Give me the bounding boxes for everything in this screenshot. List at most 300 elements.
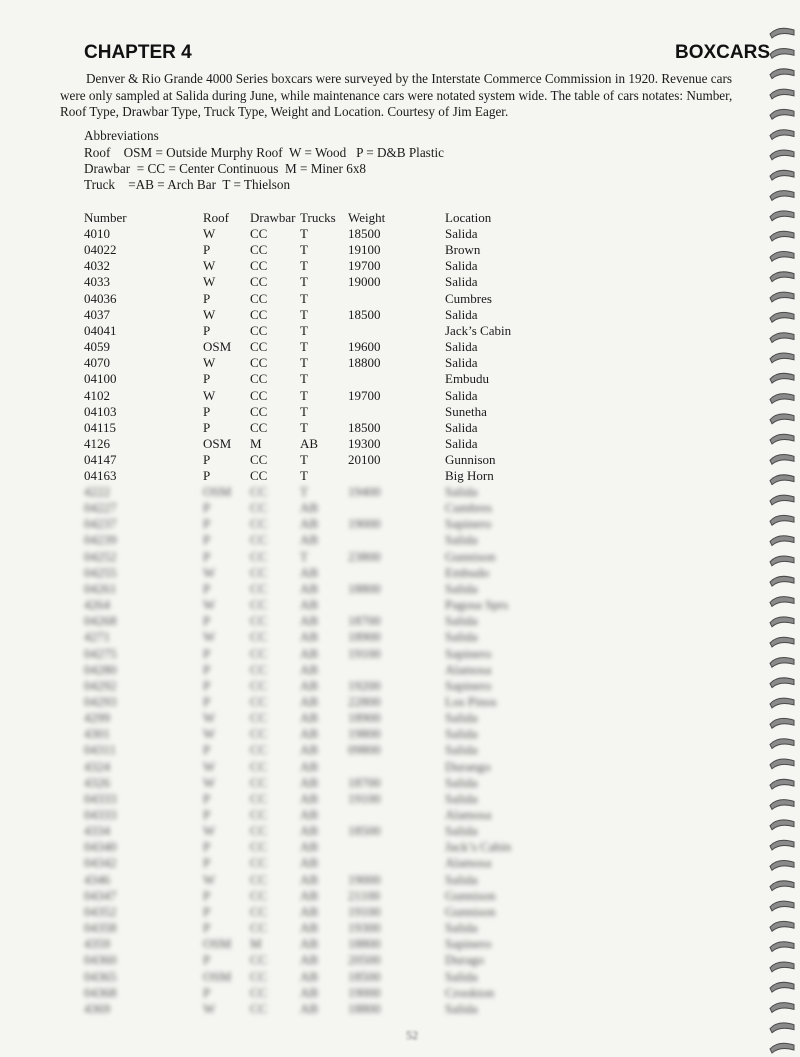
cell-trucks: AB — [300, 920, 319, 936]
cell-number: 04333 — [84, 807, 117, 822]
cell-number: 04036 — [84, 290, 117, 306]
cell-weight: 18800 — [348, 580, 381, 596]
cell-number: 04022 — [84, 242, 117, 258]
cell-roof: W — [203, 306, 216, 322]
intro-paragraph: Denver & Rio Grande 4000 Series boxcars were surveyed by the Interstate Commerce Commission in 1920. Revenue cars were only sampled at Salida during June, while maintenance cars were notated system wide. The table of cars notates: Number, Roof Type, Drawbar Type, Truck Type, Weight and Location. Courtesy of Jim Eager. — [60, 71, 733, 119]
cell-trucks: AB — [300, 726, 319, 742]
spiral-coil — [770, 820, 794, 830]
cell-trucks: AB — [300, 1000, 319, 1016]
cell-number: 4059 — [84, 339, 110, 355]
spiral-coil — [770, 921, 794, 931]
cell-number: 4271 — [84, 629, 110, 645]
cell-number: 04342 — [84, 855, 117, 871]
cell-trucks: AB — [300, 564, 319, 580]
cell-roof: OSM — [203, 339, 232, 355]
cell-location: Durango — [445, 758, 491, 774]
cell-number: 4334 — [84, 823, 110, 839]
cell-number: 04293 — [84, 693, 117, 709]
table-row — [0, 291, 800, 307]
cell-location: Salida — [445, 774, 478, 790]
spiral-coil — [770, 779, 794, 789]
cell-weight: 19000 — [348, 871, 381, 887]
cell-trucks: AB — [300, 516, 319, 532]
cell-location: Salida — [445, 710, 478, 726]
cell-number: 04268 — [84, 613, 117, 629]
cell-trucks: AB — [300, 968, 319, 984]
cell-number: 04352 — [84, 903, 117, 919]
abbreviation-drawbar: Drawbar = CC = Center Continuous M = Miner 6x8 — [84, 161, 367, 176]
spiral-coil — [770, 576, 794, 586]
cell-location: Salida — [445, 435, 478, 451]
cell-drawbar: CC — [250, 661, 268, 677]
abbreviations-title: Abbreviations — [84, 128, 159, 143]
cell-location: Salida — [445, 920, 478, 936]
cell-number: 04261 — [84, 580, 117, 596]
cell-number: 04358 — [84, 920, 117, 936]
spiral-coil — [770, 414, 794, 424]
table-header-row — [0, 210, 800, 226]
cell-location: Alamosa — [445, 855, 492, 871]
cell-number: 04365 — [84, 968, 117, 984]
cell-location: Embudu — [445, 371, 490, 387]
table-row — [0, 532, 800, 548]
cell-drawbar: CC — [250, 500, 268, 516]
cell-roof: W — [203, 564, 216, 580]
cell-weight: 19700 — [348, 387, 381, 403]
cell-roof: OSM — [203, 435, 232, 451]
cell-drawbar: CC — [250, 693, 268, 709]
table-row — [0, 484, 800, 500]
cell-location: Sapinero — [445, 645, 492, 661]
cell-trucks: AB — [300, 677, 319, 693]
cell-roof: W — [203, 258, 216, 274]
cell-drawbar: CC — [250, 1000, 268, 1016]
cell-trucks: T — [300, 226, 308, 241]
cell-trucks: AB — [300, 435, 319, 451]
spiral-coil — [770, 333, 794, 343]
spiral-coil — [770, 982, 794, 992]
cell-number: 4359 — [84, 936, 110, 952]
cell-number: 4102 — [84, 387, 110, 403]
cell-drawbar: CC — [250, 758, 268, 774]
cell-location: Salida — [445, 726, 478, 742]
table-row — [0, 420, 800, 436]
cell-trucks: AB — [300, 839, 319, 855]
cell-weight: 18900 — [348, 710, 381, 726]
cell-number: 04360 — [84, 952, 117, 968]
spiral-coil — [770, 617, 794, 627]
cell-location: Pagosa Sprs — [445, 597, 509, 613]
cell-drawbar: CC — [250, 419, 268, 435]
cell-roof: OSM — [203, 968, 232, 984]
cell-location: Salida — [445, 387, 478, 403]
spiral-coil — [770, 1043, 794, 1053]
cell-location: Salida — [445, 790, 478, 806]
cell-roof: P — [203, 548, 211, 564]
spiral-coil — [770, 312, 794, 322]
cell-roof: W — [203, 226, 216, 241]
table-row — [0, 1001, 800, 1017]
cell-roof: P — [203, 952, 211, 968]
cell-roof: W — [203, 710, 216, 726]
cell-number: 04333 — [84, 790, 117, 806]
cell-roof: P — [203, 693, 211, 709]
cell-number: 4301 — [84, 726, 110, 742]
cell-location: Salida — [445, 580, 478, 596]
cell-roof: OSM — [203, 484, 232, 499]
cell-trucks: T — [300, 355, 308, 371]
table-row — [0, 920, 800, 936]
cell-drawbar: CC — [250, 306, 268, 322]
cell-weight: 18800 — [348, 1000, 381, 1016]
cell-trucks: AB — [300, 758, 319, 774]
cell-trucks: AB — [300, 823, 319, 839]
spiral-coil — [770, 739, 794, 749]
cell-roof: P — [203, 242, 211, 258]
spiral-coil — [770, 150, 794, 160]
spiral-coil — [770, 637, 794, 647]
cell-roof: P — [203, 920, 211, 936]
column-header-roof: Roof — [203, 210, 229, 225]
cell-roof: W — [203, 629, 216, 645]
spiral-coil — [770, 394, 794, 404]
cell-weight: 18500 — [348, 823, 381, 839]
cell-roof: P — [203, 468, 211, 484]
spiral-coil — [770, 1003, 794, 1013]
cell-trucks: T — [300, 484, 308, 499]
cell-weight: 18700 — [348, 774, 381, 790]
cell-weight: 18500 — [348, 419, 381, 435]
cell-drawbar: CC — [250, 790, 268, 806]
table-row — [0, 710, 800, 726]
cell-drawbar: CC — [250, 597, 268, 613]
cell-number: 4369 — [84, 1000, 110, 1016]
cell-drawbar: CC — [250, 371, 268, 387]
cell-drawbar: CC — [250, 855, 268, 871]
table-row — [0, 775, 800, 791]
cell-location: Durago — [445, 952, 484, 968]
cell-trucks: AB — [300, 903, 319, 919]
cell-number: 4264 — [84, 597, 110, 613]
spiral-coil — [770, 109, 794, 119]
column-header-drawbar: Drawbar — [250, 210, 296, 225]
cell-number: 04252 — [84, 548, 117, 564]
cell-weight: 20500 — [348, 952, 381, 968]
cell-location: Sapinero — [445, 677, 492, 693]
column-header-weight: Weight — [348, 210, 386, 225]
cell-roof: W — [203, 274, 216, 290]
table-row — [0, 355, 800, 371]
spiral-coil — [770, 536, 794, 546]
cell-drawbar: CC — [250, 516, 268, 532]
cell-weight: 19100 — [348, 790, 381, 806]
cell-weight: 19000 — [348, 274, 381, 290]
spiral-coil — [770, 455, 794, 465]
cell-roof: P — [203, 984, 211, 1000]
cell-location: Big Horn — [445, 468, 494, 484]
cell-drawbar: CC — [250, 823, 268, 839]
cell-location: Embudo — [445, 564, 490, 580]
cell-drawbar: CC — [250, 387, 268, 403]
cell-number: 4033 — [84, 274, 110, 290]
cell-trucks: AB — [300, 774, 319, 790]
spiral-coil — [770, 597, 794, 607]
spiral-coil — [770, 861, 794, 871]
cell-drawbar: CC — [250, 984, 268, 1000]
cell-trucks: T — [300, 387, 308, 403]
table-row — [0, 726, 800, 742]
cell-trucks: T — [300, 274, 308, 290]
table-row — [0, 985, 800, 1001]
cell-roof: P — [203, 677, 211, 693]
table-row — [0, 807, 800, 823]
cell-weight: 19200 — [348, 677, 381, 693]
cell-location: Salida — [445, 968, 478, 984]
cell-drawbar: CC — [250, 355, 268, 371]
spiral-coil — [770, 881, 794, 891]
table-row — [0, 742, 800, 758]
table-row — [0, 646, 800, 662]
cell-drawbar: CC — [250, 452, 268, 468]
cell-number: 4037 — [84, 306, 110, 322]
cell-drawbar: CC — [250, 258, 268, 274]
cell-number: 4070 — [84, 355, 110, 371]
cell-number: 04292 — [84, 677, 117, 693]
spiral-coil — [770, 373, 794, 383]
cell-trucks: T — [300, 452, 308, 468]
cell-location: Gunnison — [445, 887, 496, 903]
cell-location: Salida — [445, 355, 478, 371]
cell-drawbar: CC — [250, 580, 268, 596]
cell-location: Alamosa — [445, 661, 492, 677]
table-row — [0, 904, 800, 920]
table-row — [0, 371, 800, 387]
cell-weight: 19300 — [348, 920, 381, 936]
cell-weight: 18800 — [348, 936, 381, 952]
cell-location: Gunnison — [445, 452, 496, 468]
spiral-coil — [770, 211, 794, 221]
cell-trucks: T — [300, 339, 308, 355]
table-row — [0, 307, 800, 323]
cell-trucks: AB — [300, 984, 319, 1000]
table-row — [0, 678, 800, 694]
table-row — [0, 323, 800, 339]
table-row — [0, 855, 800, 871]
cell-drawbar: CC — [250, 903, 268, 919]
spiral-coil — [770, 353, 794, 363]
cell-drawbar: CC — [250, 484, 268, 499]
cell-number: 04340 — [84, 839, 117, 855]
abbreviation-truck: Truck =AB = Arch Bar T = Thielson — [84, 177, 291, 192]
cell-roof: W — [203, 823, 216, 839]
table-row — [0, 452, 800, 468]
cell-roof: P — [203, 290, 211, 306]
cell-roof: P — [203, 322, 211, 338]
table-row — [0, 613, 800, 629]
cell-weight: 19000 — [348, 516, 381, 532]
cell-location: Sapinero — [445, 936, 492, 952]
cell-number: 04255 — [84, 564, 117, 580]
cell-trucks: AB — [300, 790, 319, 806]
cell-drawbar: CC — [250, 242, 268, 258]
table-row — [0, 581, 800, 597]
cell-weight: 21100 — [348, 887, 381, 903]
cell-trucks: AB — [300, 500, 319, 516]
table-row — [0, 516, 800, 532]
cell-roof: P — [203, 661, 211, 677]
cell-drawbar: CC — [250, 677, 268, 693]
spiral-coil — [770, 658, 794, 668]
spiral-coil — [770, 1023, 794, 1033]
cell-trucks: AB — [300, 742, 319, 758]
section-heading: BOXCARS — [674, 42, 770, 63]
cell-roof: W — [203, 387, 216, 403]
cell-roof: P — [203, 580, 211, 596]
cell-location: Sunetha — [445, 403, 487, 419]
cell-number: 4346 — [84, 871, 110, 887]
cell-location: Salida — [445, 306, 478, 322]
cell-roof: P — [203, 371, 211, 387]
cell-trucks: AB — [300, 952, 319, 968]
cell-location: Salida — [445, 484, 478, 499]
cell-drawbar: CC — [250, 290, 268, 306]
table-row — [0, 629, 800, 645]
cell-location: Salida — [445, 871, 478, 887]
spiral-coil — [770, 840, 794, 850]
cell-weight: 19000 — [348, 984, 381, 1000]
cell-weight: 18900 — [348, 629, 381, 645]
table-row — [0, 404, 800, 420]
cell-weight: 22800 — [348, 693, 381, 709]
cell-trucks: AB — [300, 936, 319, 952]
spiral-coil — [770, 434, 794, 444]
cell-drawbar: CC — [250, 710, 268, 726]
spiral-coil — [770, 252, 794, 262]
spiral-binding — [764, 0, 800, 1057]
cell-roof: P — [203, 452, 211, 468]
spiral-coil — [770, 759, 794, 769]
cell-drawbar: CC — [250, 468, 268, 484]
cell-drawbar: CC — [250, 726, 268, 742]
cell-trucks: AB — [300, 645, 319, 661]
table-row — [0, 759, 800, 775]
cell-location: Salida — [445, 532, 478, 548]
cell-weight: 19300 — [348, 435, 381, 451]
cell-location: Jack’s Cabin — [445, 839, 512, 855]
cell-weight: 19100 — [348, 903, 381, 919]
cell-location: Cumbres — [445, 290, 492, 306]
cell-drawbar: CC — [250, 968, 268, 984]
spiral-coil — [770, 69, 794, 79]
spiral-coil — [770, 191, 794, 201]
cell-drawbar: CC — [250, 645, 268, 661]
cell-trucks: AB — [300, 693, 319, 709]
spiral-coil — [770, 495, 794, 505]
cell-number: 4299 — [84, 710, 110, 726]
table-row — [0, 339, 800, 355]
cell-weight: 18500 — [348, 306, 381, 322]
cell-number: 4324 — [84, 758, 110, 774]
cell-trucks: AB — [300, 710, 319, 726]
cell-weight: 19600 — [348, 339, 381, 355]
cell-weight: 18700 — [348, 613, 381, 629]
cell-drawbar: CC — [250, 403, 268, 419]
cell-drawbar: CC — [250, 613, 268, 629]
cell-drawbar: CC — [250, 339, 268, 355]
cell-roof: W — [203, 726, 216, 742]
cell-number: 04239 — [84, 532, 117, 548]
cell-drawbar: CC — [250, 920, 268, 936]
cell-location: Los Pinos — [445, 693, 497, 709]
table-row — [0, 242, 800, 258]
column-header-number: Number — [84, 210, 127, 225]
cell-roof: P — [203, 807, 211, 822]
cell-location: Salida — [445, 629, 478, 645]
cell-number: 04103 — [84, 403, 117, 419]
cell-drawbar: CC — [250, 742, 268, 758]
cell-drawbar: CC — [250, 774, 268, 790]
cell-drawbar: CC — [250, 322, 268, 338]
cell-drawbar: CC — [250, 226, 268, 241]
spiral-coil — [770, 292, 794, 302]
cell-weight: 19100 — [348, 645, 381, 661]
spiral-coil — [770, 130, 794, 140]
cell-weight: 19400 — [348, 484, 381, 499]
cell-trucks: AB — [300, 871, 319, 887]
table-row — [0, 839, 800, 855]
cell-trucks: T — [300, 548, 308, 564]
cell-location: Brown — [445, 242, 481, 258]
cell-number: 04311 — [84, 742, 117, 758]
cell-roof: P — [203, 645, 211, 661]
cell-location: Salida — [445, 274, 478, 290]
cell-location: Salida — [445, 258, 478, 274]
table-row — [0, 662, 800, 678]
table-row — [0, 694, 800, 710]
table-row — [0, 565, 800, 581]
cell-location: Salida — [445, 742, 478, 758]
table-row — [0, 436, 800, 452]
cell-number: 04368 — [84, 984, 117, 1000]
cell-roof: W — [203, 758, 216, 774]
cell-number: 04147 — [84, 452, 117, 468]
cell-trucks: AB — [300, 613, 319, 629]
cell-location: Salida — [445, 823, 478, 839]
cell-location: Crookton — [445, 984, 495, 1000]
cell-drawbar: CC — [250, 887, 268, 903]
cell-trucks: AB — [300, 597, 319, 613]
cell-roof: W — [203, 1000, 216, 1016]
table-row — [0, 952, 800, 968]
cell-trucks: T — [300, 322, 308, 338]
cell-trucks: AB — [300, 887, 319, 903]
cell-trucks: AB — [300, 580, 319, 596]
table-row — [0, 258, 800, 274]
chapter-heading: CHAPTER 4 — [84, 42, 192, 63]
cell-roof: P — [203, 500, 211, 516]
cell-roof: P — [203, 403, 211, 419]
cell-drawbar: CC — [250, 952, 268, 968]
cell-roof: P — [203, 613, 211, 629]
cell-number: 4126 — [84, 435, 110, 451]
spiral-coil — [770, 231, 794, 241]
cell-trucks: T — [300, 306, 308, 322]
cell-weight: 09800 — [348, 742, 381, 758]
cell-weight: 18500 — [348, 968, 381, 984]
cell-trucks: T — [300, 290, 308, 306]
cell-drawbar: CC — [250, 564, 268, 580]
cell-drawbar: CC — [250, 548, 268, 564]
